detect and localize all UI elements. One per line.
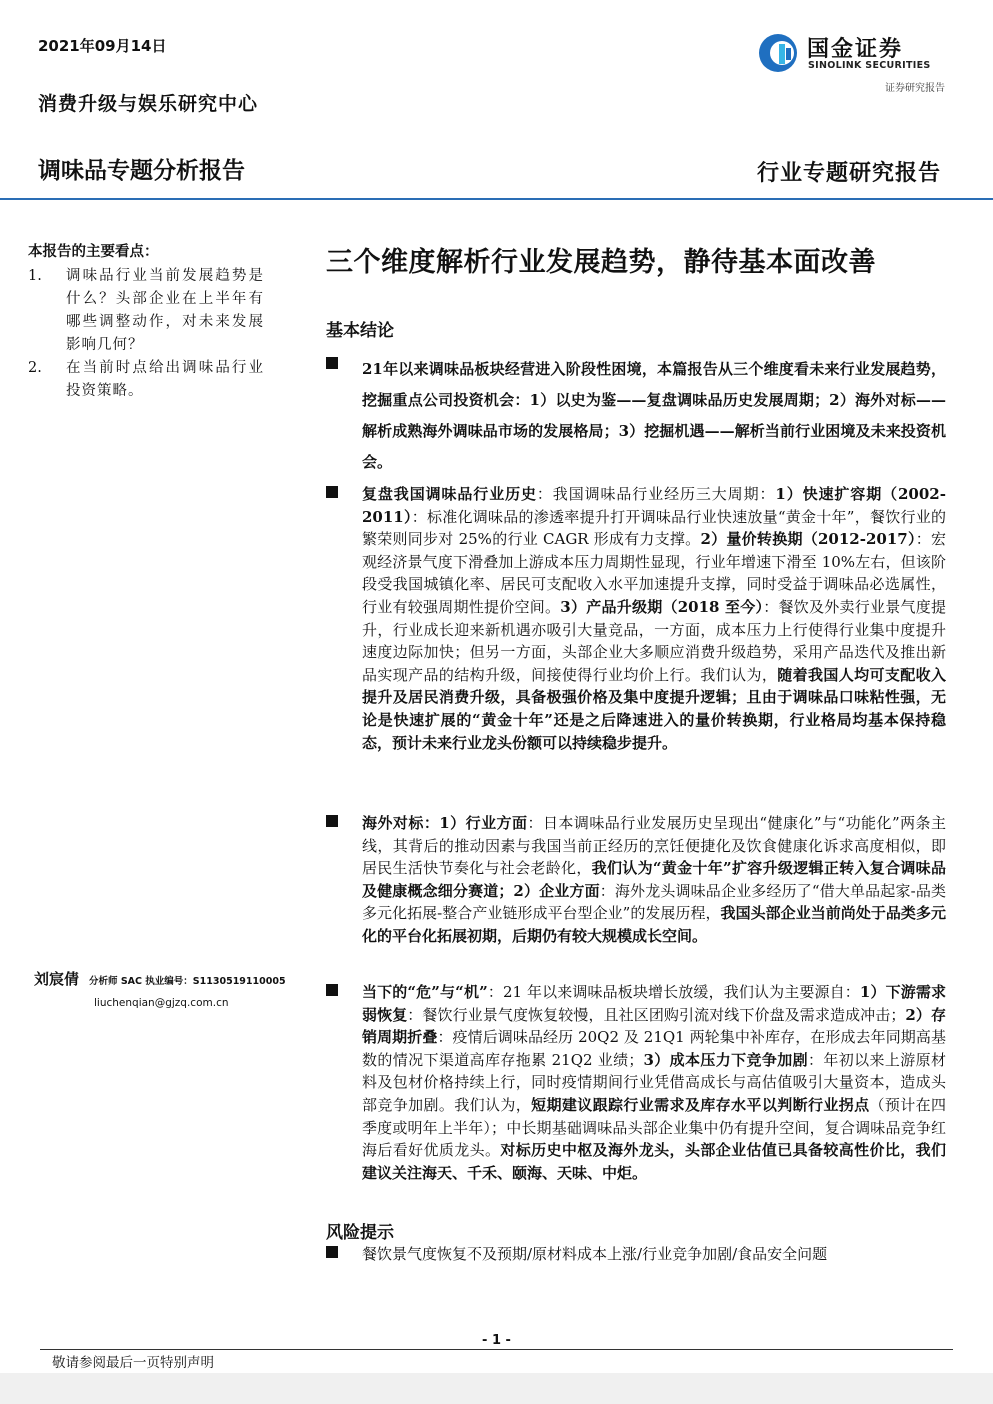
bullet-item (326, 483, 946, 754)
bullet-bold-text: 1）下游需求弱恢复 (362, 983, 947, 1024)
sidebar-item (28, 357, 268, 403)
bullet-plain-text: ：年初以来上游原材料及包材价格持续上行，同时疫情期间行业凭借高成长与高估值吸引大量资本，造成头部竞争加剧。我们认为， (362, 1050, 946, 1114)
author-line (34, 968, 314, 989)
bullet-item (326, 812, 946, 948)
bullet-plain-text: ：我国调味品行业经历三大周期： (536, 485, 776, 503)
bullet-bold-text: 3）成本压力下竞争加剧 (643, 1050, 808, 1069)
sidebar-item (28, 265, 268, 357)
bullet-plain-text: ：疫情后调味品经历 20Q2 及 21Q1 两轮集中补库存，在形成去年同期高基数的情况下渠道高库存拖累 21Q2 业绩； (362, 1028, 946, 1069)
bullet-bold-text: 3）产品升级期（2018 至今） (560, 597, 764, 616)
bullet-bold-text: 21年以来调味品板块经营进入阶段性困境，本篇报告从三个维度看未来行业发展趋势，挖掘重点公司投资机会：1）以史为鉴——复盘调味品历史发展周期；2）海外对标——解析成熟海外调味品市场的发展格局；3）挖掘机遇——解析当前行业困境及未来投资机会。 (362, 360, 946, 471)
bullet-bold-text: 对标历史中枢及海外龙头，头部企业估值已具备较高性价比，我们建议关注海天、千禾、颐海、天味、中炬。 (362, 1141, 946, 1182)
page-bottom-band (0, 1373, 993, 1404)
sidebar-item-text: 在当前时点给出调味品行业投资策略。 (66, 360, 264, 399)
logo-en-text: SINOLINK SECURITIES (808, 60, 931, 71)
bullet-square-icon (326, 815, 338, 827)
footer-rule (40, 1349, 953, 1350)
sidebar-heading: 本报告的主要看点： (28, 243, 159, 260)
author-email[interactable]: liuchenqian@gjzq.com.cn (94, 997, 229, 1009)
bullet-text (362, 354, 946, 478)
logo-subtitle: 证券研究报告 (885, 83, 945, 94)
bullet-square-icon (326, 1246, 338, 1258)
sinolink-logo (757, 32, 947, 74)
bullet-bold-text: 当下的“危”与“机” (362, 983, 488, 1001)
header-rule (0, 198, 993, 200)
bullet-plain-text: ：海外龙头调味品企业多经历了“借大单品起家-品类多元化拓展-整合产业链形成平台型企业”的发展历程， (362, 881, 946, 923)
page-number: - 1 - (482, 1333, 511, 1348)
bullet-bold-text: 1）快速扩容期（2002-2011） (362, 485, 946, 526)
report-date: 2021年09月14日 (38, 37, 167, 55)
section-heading-conclusion: 基本结论 (326, 321, 394, 341)
bullet-bold-text: 随着我国人均可支配收入提升及居民消费升级，具备极强价格及集中度提升逻辑；且由于调味品口味粘性强，无论是快速扩展的“黄金十年”还是之后降速进入的量价转换期，行业格局均基本保持稳态，预计未来行业龙头份额可以持续稳步提升。 (362, 665, 946, 752)
bullet-item (326, 354, 946, 478)
bullet-plain-text: ：21 年以来调味品板块增长放缓，我们认为主要源自： (487, 983, 860, 1001)
bullet-item (326, 1243, 946, 1265)
bullet-bold-text: 复盘我国调味品行业历史 (362, 485, 537, 503)
sinolink-logo-icon (757, 32, 801, 74)
section-heading-risk: 风险提示 (326, 1223, 394, 1243)
bullet-plain-text: （预计在四季度或明年上半年）；中长期基础调味品头部企业集中仍有提升空间，复合调味品竞争红海后看好优质龙头。 (362, 1095, 946, 1160)
sidebar-item-num: 2. (28, 360, 42, 376)
bullet-bold-text: 短期建议跟踪行业需求及库存水平以判断行业拐点 (531, 1095, 870, 1114)
bullet-plain-text: 餐饮景气度恢复不及预期/原材料成本上涨/行业竞争加剧/食品安全问题 (362, 1245, 828, 1263)
bullet-bold-text: 海外对标：1）行业方面 (362, 814, 528, 832)
bullet-plain-text: ：标准化调味品的渗透率提升打开调味品行业快速放量“黄金十年”，餐饮行业的繁荣则同步对 25%的行业 CAGR 形成有力支撑。 (362, 507, 947, 549)
bullet-text (362, 1243, 946, 1265)
author-block (34, 968, 314, 1009)
report-type: 行业专题研究报告 (756, 160, 941, 186)
bullet-plain-text: ：餐饮及外卖行业景气度提升，行业成长迎来新机遇亦吸引大量竞品，一方面，成本压力上行使得行业集中度提升速度边际加快；但另一方面，头部企业大多顺应消费升级趋势，采用产品迭代及推出新品实现产品的结构升级，间接使得行业均价上行。我们认为， (362, 597, 946, 684)
bullet-plain-text: ：餐饮行业景气度恢复较慢，且社区团购引流对线下价盘及需求造成冲击； (407, 1005, 906, 1024)
bullet-square-icon (326, 486, 338, 498)
bullet-plain-text: ：宏观经济景气度下滑叠加上游成本压力周期性显现，行业年增速下滑至 10%左右，但该阶段受我国城镇化率、居民可支配收入水平加速提升支撑，同时受益于调味品必选属性，行业有较强周期性提价空间。 (362, 530, 946, 616)
author-name: 刘宸倩 (34, 970, 80, 988)
bullet-bold-text: 我国头部企业当前尚处于品类多元化的平台化拓展初期，后期仍有较大规模成长空间。 (362, 904, 946, 945)
bullet-item (326, 981, 946, 1184)
logo-cn-text: 国金证券 (807, 37, 904, 62)
bullet-square-icon (326, 984, 338, 996)
sidebar-highlights (28, 240, 268, 403)
bullet-plain-text: ：日本调味品行业发展历史呈现出“健康化”与“功能化”两条主线，其背后的推动因素与我国当前正经历的烹饪便捷化及饮食健康化诉求高度相似，即居民生活快节奏化与社会老龄化， (362, 814, 946, 878)
bullet-text (362, 483, 946, 754)
footer-note: 敬请参阅最后一页特别声明 (52, 1355, 214, 1371)
bullet-text (362, 981, 946, 1184)
bullet-text (362, 812, 946, 948)
author-cert: 分析师 SAC 执业编号：S1130519110005 (89, 976, 286, 987)
bullet-bold-text: 我们认为“黄金十年”扩容升级逻辑正转入复合调味品及健康概念细分赛道；2）企业方面 (362, 859, 946, 900)
sidebar-item-text: 调味品行业当前发展趋势是什么？头部企业在上半年有哪些调整动作，对未来发展影响几何？ (66, 268, 264, 353)
bullet-square-icon (326, 357, 338, 369)
sidebar-item-num: 1. (28, 268, 42, 284)
report-title: 调味品专题分析报告 (38, 158, 245, 184)
bullet-bold-text: 2）量价转换期（2012-2017） (700, 530, 916, 549)
research-center: 消费升级与娱乐研究中心 (38, 93, 259, 115)
main-title: 三个维度解析行业发展趋势，静待基本面改善 (326, 247, 876, 278)
bullet-bold-text: 2）存销周期折叠 (362, 1005, 946, 1047)
